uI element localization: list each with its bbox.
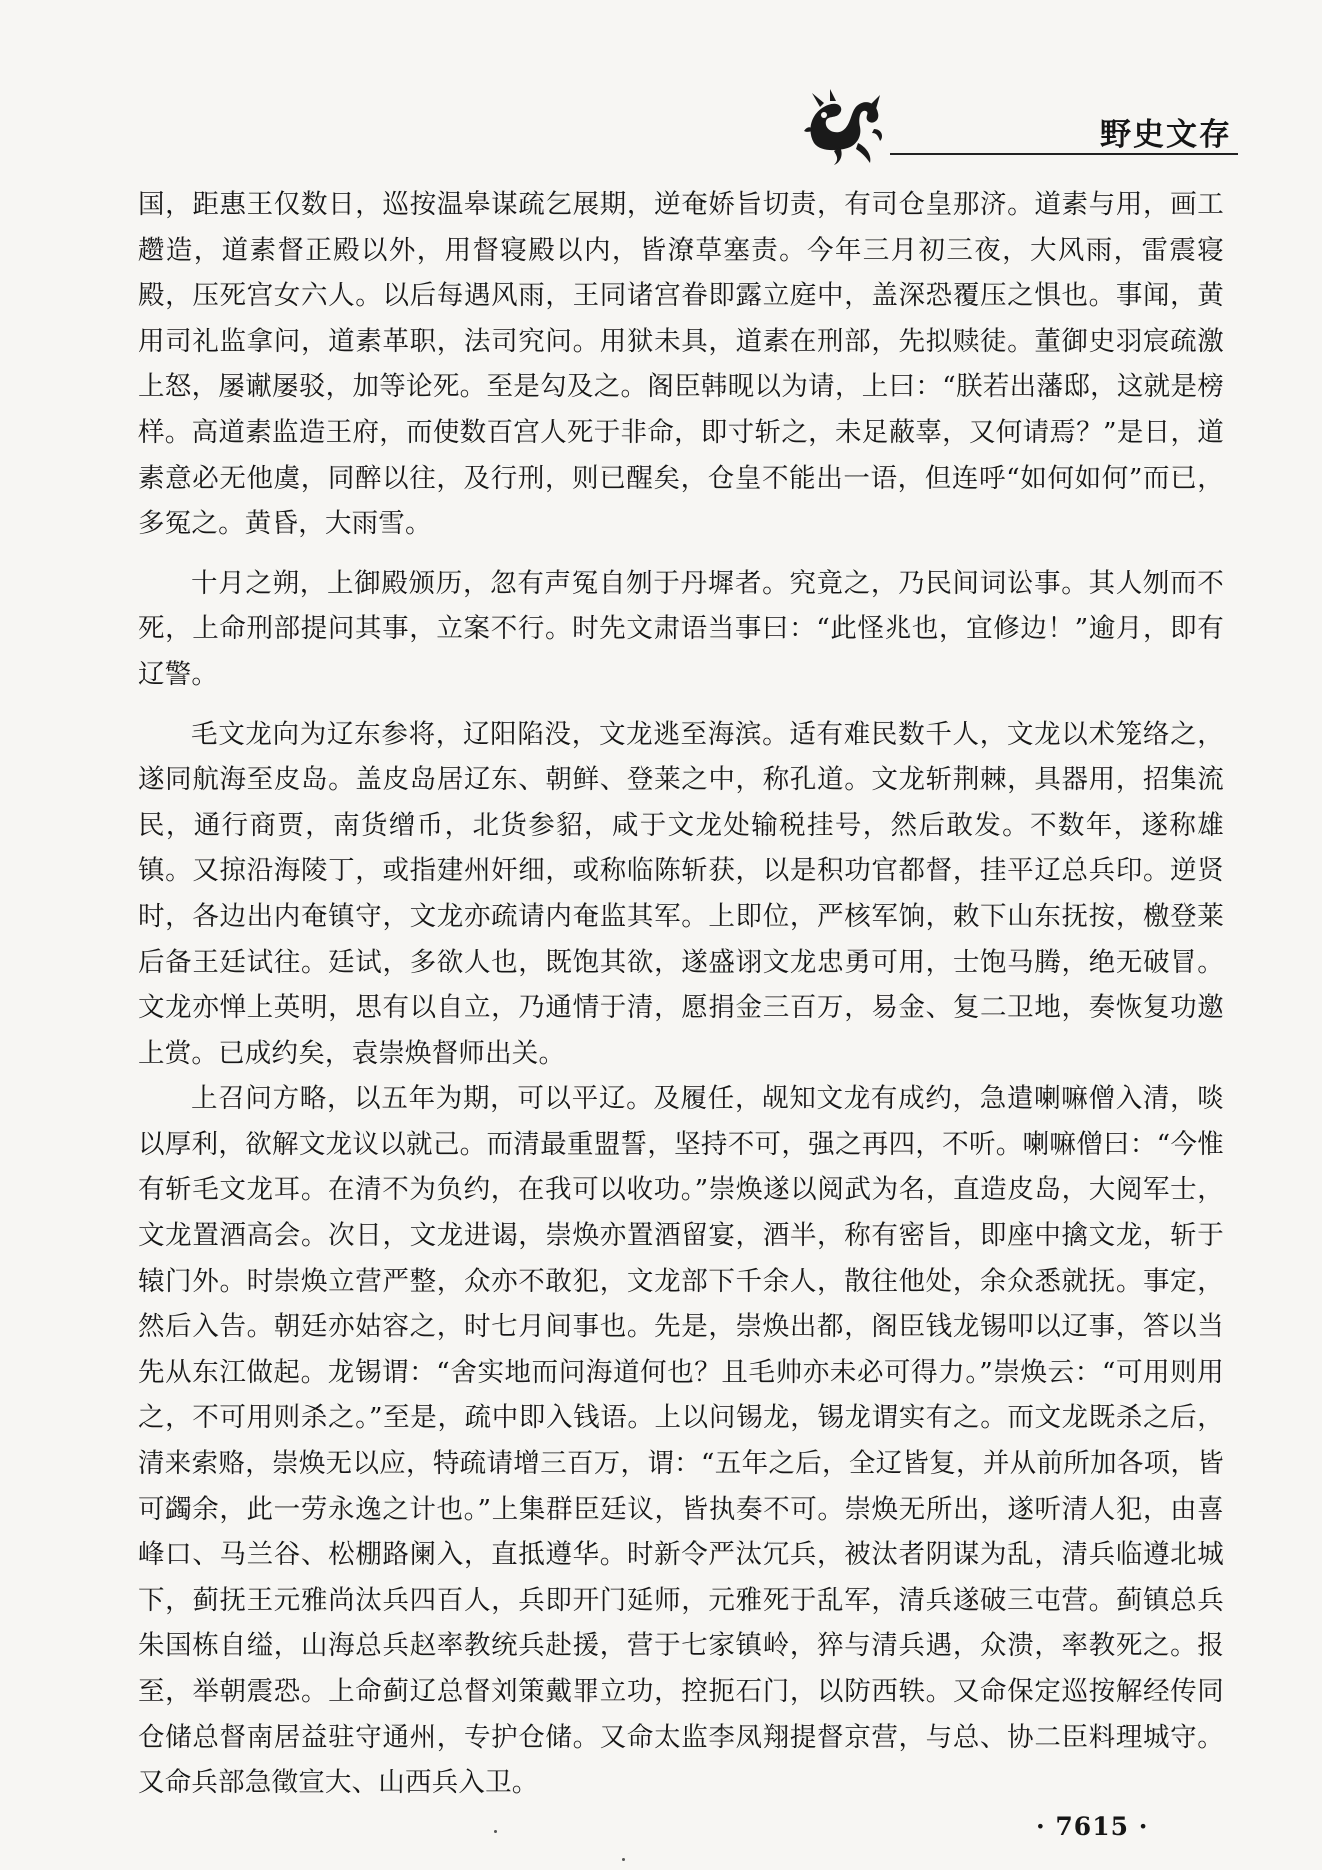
- body-text: [138, 182, 1224, 1806]
- paragraph: 上召问方略，以五年为期，可以平辽。及履任，觇知文龙有成约，急遣喇嘛僧入清，啖以厚利，欲解文龙议以就己。而清最重盟誓，坚持不可，强之再四，不听。喇嘛僧曰：“今惟有斩毛文龙耳。在清不为负约，在我可以收功。”崇焕遂以阅武为名，直造皮岛，大阅军士，文龙置酒高会。次日，文龙进谒，崇焕亦置酒留宴，酒半，称有密旨，即座中擒文龙，斩于辕门外。时崇焕立营严整，众亦不敢犯，文龙部下千余人，散往他处，余众悉就抚。事定，然后入告。朝廷亦姑容之，时七月间事也。先是，崇焕出都，阁臣钱龙锡叩以辽事，答以当先从东江做起。龙锡谓：“舍实地而问海道何也？且毛帅亦未必可得力。”崇焕云：“可用则用之，不可用则杀之。”至是，疏中即入钱语。上以问锡龙，锡龙谓实有之。而文龙既杀之后，清来索赂，崇焕无以应，特疏请增三百万，谓：“五年之后，全辽皆复，并从前所加各项，皆可蠲余，此一劳永逸之计也。”上集群臣廷议，皆执奏不可。崇焕无所出，遂听清人犯，由喜峰口、马兰谷、松棚路阑入，直抵遵华。时新令严汰冗兵，被汰者阴谋为乱，清兵临遵北城下，蓟抚王元雅尚汰兵四百人，兵即开门延师，元雅死于乱军，清兵遂破三屯营。蓟镇总兵朱国栋自缢，山海总兵赵率教统兵赴援，营于七家镇岭，猝与清兵遇，众溃，率教死之。报至，举朝震恐。上命蓟辽总督刘策戴罪立功，控扼石门，以防西轶。又命保定巡按解经传同仓储总督南居益驻守通州，专护仓储。又命太监李凤翔提督京营，与总、协二臣料理城守。又命兵部急徵宣大、山西兵入卫。: [138, 1083, 1224, 1799]
- scan-speck: [494, 1830, 497, 1833]
- paragraph: 毛文龙向为辽东参将，辽阳陷没，文龙逃至海滨。适有难民数千人，文龙以术笼络之，遂同航海至皮岛。盖皮岛居辽东、朝鲜、登莱之中，称孔道。文龙斩荆棘，具器用，招集流民，通行商贾，南货缯币，北货参貂，咸于文龙处输税挂号，然后敢发。不数年，遂称雄镇。又掠沿海陵丁，或指建州奸细，或称临陈斩获，以是积功官都督，挂平辽总兵印。逆贤时，各边出内奄镇守，文龙亦疏请内奄监其军。上即位，严核军饷，敕下山东抚按，檄登莱后备王廷试往。廷试，多欲人也，既饱其欲，遂盛诩文龙忠勇可用，士饱马腾，绝无破冒。文龙亦惮上英明，思有以自立，乃通情于清，愿捐金三百万，易金、复二卫地，奏恢复功邀上赏。已成约矣，袁崇焕督师出关。: [138, 718, 1224, 1069]
- paragraph: 十月之朔，上御殿颁历，忽有声冤自刎于丹墀者。究竟之，乃民间词讼事。其人刎而不死，上命刑部提问其事，立案不行。时先文肃语当事曰：“此怪兆也，宜修边！”逾月，即有辽警。: [138, 567, 1224, 690]
- scan-speck: [622, 1858, 625, 1861]
- running-header: [800, 85, 1238, 171]
- page-number: · 7615 ·: [1036, 1812, 1149, 1841]
- series-title: 野史文存: [1100, 117, 1232, 153]
- header-rule: [890, 153, 1238, 155]
- paragraph: 国，距惠王仅数日，巡按温皋谋疏乞展期，逆奄娇旨切责，有司仓皇那济。道素与用，画工趱造，道素督正殿以外，用督寝殿以内，皆潦草塞责。今年三月初三夜，大风雨，雷震寝殿，压死宫女六人。以后每遇风雨，王同诸宫眷即露立庭中，盖深恐覆压之惧也。事闻，黄用司礼监拿问，道素革职，法司究问。用狱未具，道素在刑部，先拟赎徒。董御史羽宸疏激上怒，屡谳屡驳，加等论死。至是勾及之。阁臣韩𬀪以为请，上曰：“朕若出藩邸，这就是榜样。高道素监造王府，而使数百宫人死于非命，即寸斩之，未足蔽辜，又何请焉？”是日，道素意必无他虞，同醉以往，及行刑，则已醒矣，仓皇不能出一语，但连呼“如何如何”而已，多冤之。黄昏，大雨雪。: [138, 189, 1224, 540]
- dragon-emblem-icon: [800, 85, 886, 167]
